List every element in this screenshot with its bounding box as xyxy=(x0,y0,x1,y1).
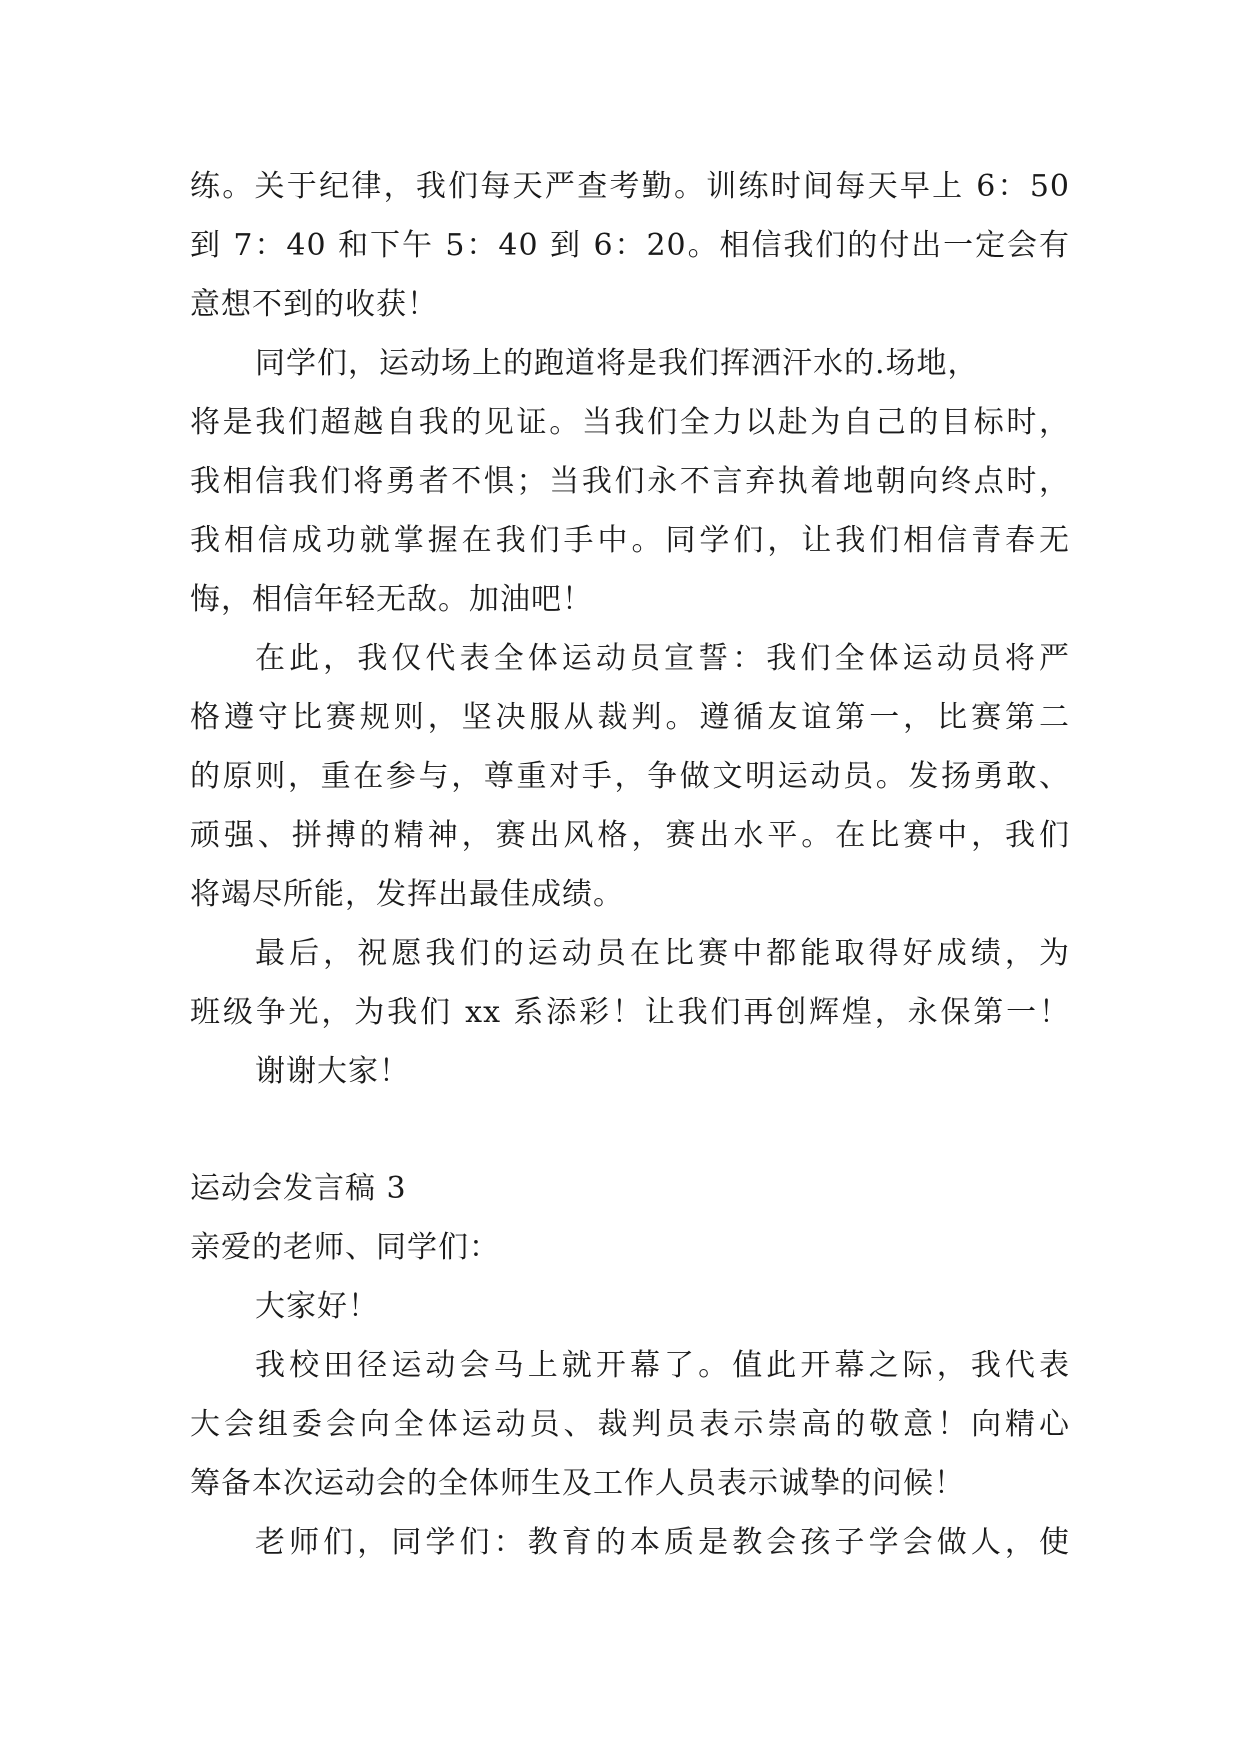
paragraph-line: 我相信成功就掌握在我们手中。同学们，让我们相信青春无 xyxy=(190,523,1070,558)
paragraph-line: 老师们，同学们：教育的本质是教会孩子学会做人，使 xyxy=(255,1525,1070,1560)
paragraph-line: 将竭尽所能，发挥出最佳成绩。 xyxy=(190,877,624,912)
paragraph-line: 班级争光，为我们 xx 系添彩！让我们再创辉煌，永保第一！ xyxy=(190,995,1070,1030)
paragraph-line: 意想不到的收获！ xyxy=(190,287,438,322)
paragraph-line: 在此，我仅代表全体运动员宣誓：我们全体运动员将严 xyxy=(255,641,1070,676)
paragraph-line: 最后，祝愿我们的运动员在比赛中都能取得好成绩，为 xyxy=(255,936,1070,971)
paragraph-line: 顽强、拼搏的精神，赛出风格，赛出水平。在比赛中，我们 xyxy=(190,818,1070,853)
paragraph-line: 筹备本次运动会的全体师生及工作人员表示诚挚的问候！ xyxy=(190,1466,965,1501)
paragraph-line: 悔，相信年轻无敌。加油吧！ xyxy=(190,582,593,617)
salutation: 亲爱的老师、同学们： xyxy=(190,1230,500,1265)
paragraph-line: 练。关于纪律，我们每天严查考勤。训练时间每天早上 6：50 xyxy=(190,169,1070,204)
paragraph-line: 的原则，重在参与，尊重对手，争做文明运动员。发扬勇敢、 xyxy=(190,759,1070,794)
paragraph-line: 同学们，运动场上的跑道将是我们挥洒汗水的.场地， xyxy=(255,346,979,381)
paragraph-line: 我相信我们将勇者不惧；当我们永不言弃执着地朝向终点时， xyxy=(190,464,1070,499)
section-heading: 运动会发言稿 3 xyxy=(190,1171,407,1206)
paragraph-line: 到 7：40 和下午 5：40 到 6：20。相信我们的付出一定会有 xyxy=(190,228,1070,263)
paragraph-line: 谢谢大家！ xyxy=(255,1054,410,1089)
paragraph-line: 大会组委会向全体运动员、裁判员表示崇高的敬意！向精心 xyxy=(190,1407,1070,1442)
paragraph-line: 将是我们超越自我的见证。当我们全力以赴为自己的目标时， xyxy=(190,405,1070,440)
paragraph-line: 我校田径运动会马上就开幕了。值此开幕之际，我代表 xyxy=(255,1348,1070,1383)
paragraph-line: 格遵守比赛规则，坚决服从裁判。遵循友谊第一，比赛第二 xyxy=(190,700,1070,735)
greeting: 大家好！ xyxy=(255,1289,379,1324)
